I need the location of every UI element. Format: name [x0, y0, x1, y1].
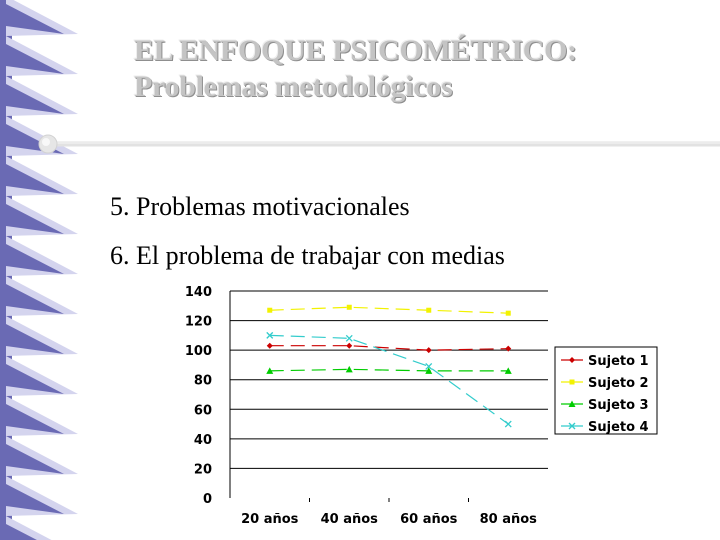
series-line: [270, 307, 509, 313]
series-2: [267, 305, 511, 316]
marker-square: [267, 308, 272, 313]
legend-label: Sujeto 1: [588, 354, 649, 369]
marker-diamond: [267, 343, 273, 349]
x-tick-label: 20 años: [241, 512, 299, 527]
marker-square: [347, 305, 352, 310]
slide-title-line1: EL ENFOQUE PSICOMÉTRICO:: [134, 34, 577, 67]
y-tick-label: 0: [202, 492, 212, 507]
x-tick-label: 60 años: [400, 512, 458, 527]
marker-diamond: [346, 343, 352, 349]
marker-square: [426, 308, 431, 313]
marker-square: [570, 380, 575, 385]
slide-title-line2: Problemas metodológicos: [134, 70, 453, 103]
marker-diamond: [505, 346, 511, 352]
series-line: [270, 346, 509, 350]
y-tick-label: 140: [184, 285, 212, 300]
y-tick-label: 120: [184, 314, 212, 330]
x-tick-label: 80 años: [479, 512, 537, 527]
y-tick-label: 20: [193, 462, 212, 478]
y-tick-label: 80: [193, 373, 212, 389]
bullet-averages-problem: 6. El problema de trabajar con medias: [110, 241, 505, 270]
marker-diamond: [426, 347, 432, 353]
marker-square: [506, 311, 511, 316]
x-tick-label: 40 años: [320, 512, 378, 527]
series-1: [267, 343, 512, 353]
bullet-motivational-problems: 5. Problemas motivacionales: [110, 192, 410, 221]
legend-label: Sujeto 4: [588, 420, 649, 435]
legend-label: Sujeto 3: [588, 398, 649, 413]
marker-triangle: [346, 366, 353, 373]
series-3: [266, 366, 512, 374]
y-tick-label: 40: [193, 432, 212, 448]
series-line: [270, 369, 509, 370]
y-tick-label: 60: [193, 403, 212, 419]
y-tick-label: 100: [184, 344, 212, 360]
legend-label: Sujeto 2: [588, 376, 649, 391]
